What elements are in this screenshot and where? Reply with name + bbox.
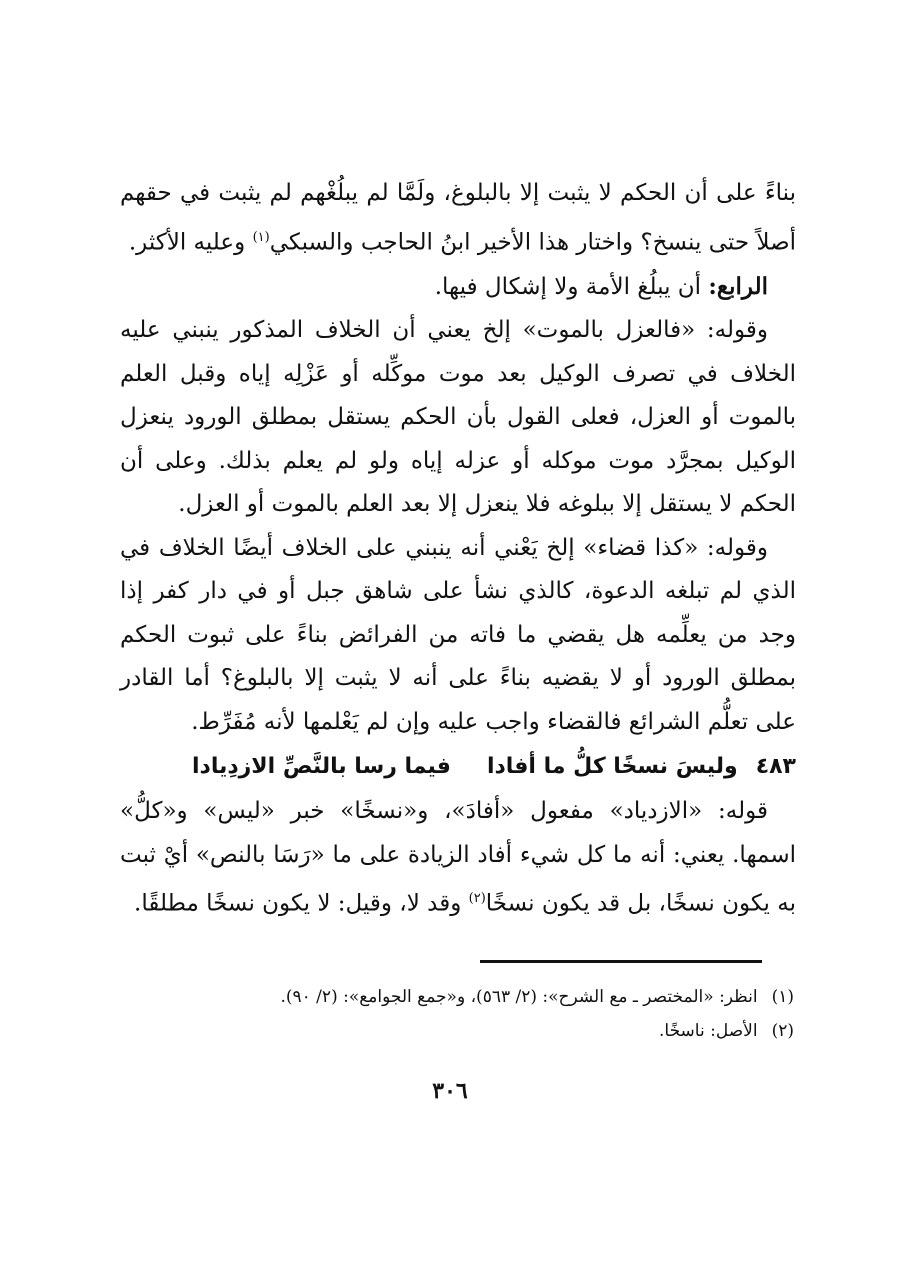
footnote-number: (١) <box>771 987 794 1007</box>
footnote-ref-2[interactable]: (٢) <box>468 891 486 907</box>
paragraph-3: وقوله: «فالعزل بالموت» إلخ يعني أن الخلاف المذكور ينبني عليه الخلاف في تصرف الوكيل بعد موت موكِّله أو عَزْلِه إياه وقبل العلم بالموت أو العزل، فعلى القول بأن الحكم يستقل بمطلق الورود ينعزل الوكيل بمجرَّد موت موكله أو عزله إياه ولو لم يعلم بذلك. وعلى أن الحكم لا يستقل إلا ببلوغه فلا ينعزل إلا بعد العلم بالموت أو العزل. <box>120 317 796 518</box>
footnote-number: (٢) <box>771 1021 794 1041</box>
footnote-divider <box>480 960 762 963</box>
paragraph-5: قوله: «الازدياد» مفعول «أفادَ»، و«نسخًا» خبر «ليس» و«كلُّ» اسمها. يعني: أنه ما كل شيء أفاد الزيادة على ما «رَسَا بالنص» أيْ ثبت به يكون نسخًا، بل قد يكون نسخًا$^{(٢)}$ وقد لا، وقيل: لا يكون نسخًا مطلقًا. <box>120 798 796 917</box>
main-text <box>120 172 796 926</box>
paragraph-1: بناءً على أن الحكم لا يثبت إلا بالبلوغ، ولَمَّا لم يبلُغْهم لم يثبت في حقهم أصلاً حتى ينسخ؟ واختار هذا الأخير ابنُ الحاجب والسبكي$^{(١)}$ وعليه الأكثر. <box>120 180 796 256</box>
footnote-ref-1[interactable]: (١) <box>252 229 270 245</box>
verse-line <box>120 744 796 790</box>
section-label: الرابع: <box>708 272 768 300</box>
page-number: ٣٠٦ <box>432 1078 468 1104</box>
footnotes <box>130 980 794 1048</box>
verse-hemistich-1: وليسَ نسخًا كلُّ ما أفادا <box>486 754 738 780</box>
footnote-text: الأصل: ناسخًا. <box>659 1021 758 1041</box>
paragraph-4: وقوله: «كذا قضاء» إلخ يَعْني أنه ينبني على الخلاف أيضًا الخلاف في الذي لم تبلغه الدعوة، كالذي نشأ على شاهق جبل أو في دار كفر إذا وجد من يعلِّمه هل يقضي ما فاته من الفرائض بناءً على ثبوت الحكم بمطلق الورود أو لا يقضيه بناءً على أنه لا يثبت إلا بالبلوغ؟ أما القادر على تعلُّم الشرائع فالقضاء واجب عليه وإن لم يَعْلمها لأنه مُفَرِّط. <box>120 534 796 735</box>
footnote-2 <box>130 1014 794 1048</box>
verse-hemistich-2: فيما رسا بالنَّصِّ الازدِيادا <box>191 754 451 780</box>
footnote-text: انظر: «المختصر ـ مع الشرح»: (٢/ ٥٦٣)، و«جمع الجوامع»: (٢/ ٩٠). <box>280 987 758 1007</box>
verse-number: ٤٨٣ <box>755 754 796 780</box>
footnote-1 <box>130 980 794 1014</box>
paragraph-2: الرابع: أن يبلُغ الأمة ولا إشكال فيها. <box>434 272 768 300</box>
